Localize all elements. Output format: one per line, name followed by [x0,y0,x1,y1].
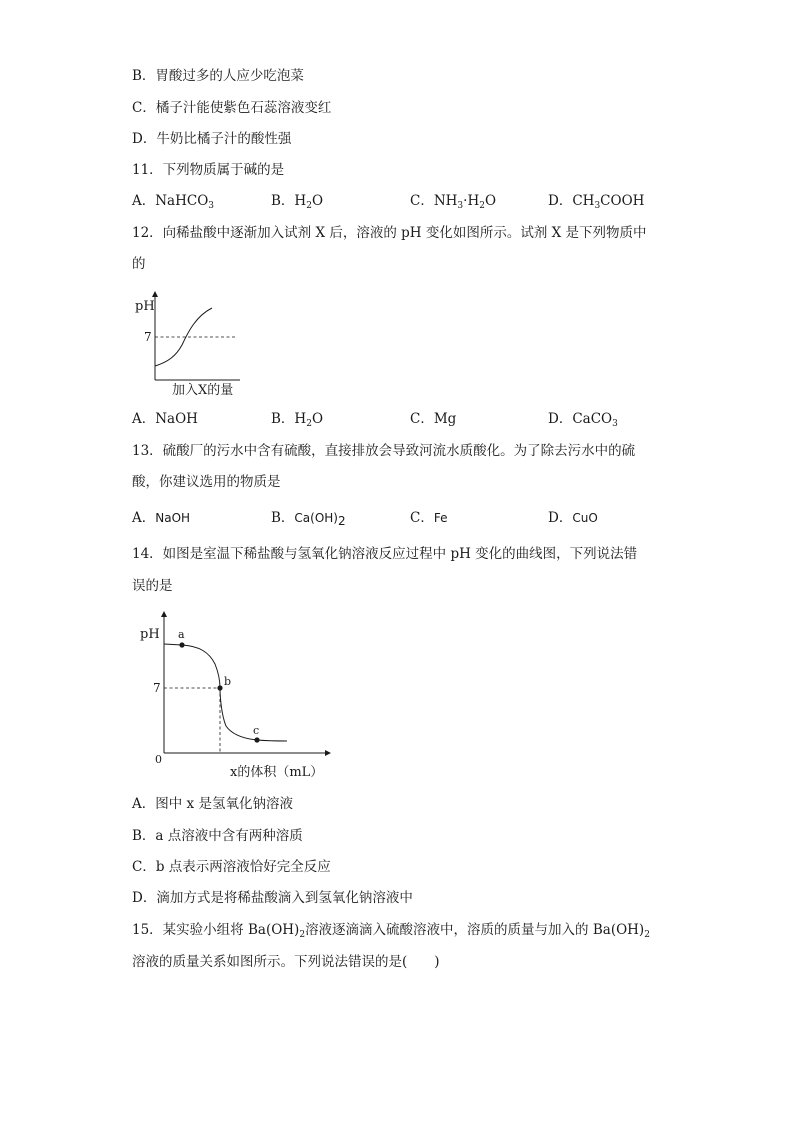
q12-stem-line2: 的 [132,256,146,272]
q10-option-c: C．橘子汁能使紫色石蕊溶液变红 [132,100,332,116]
q12-y-tick-7: 7 [144,330,152,344]
q14-point-c [254,737,259,742]
q14-x-label: x的体积（mL） [230,765,324,780]
q13-stem-line2: 酸，你建议选用的物质是 [132,474,281,490]
q14-option-b: B．a 点溶液中含有两种溶质 [132,828,303,844]
q14-ph-curve [164,644,287,741]
q13-option-d: D．CuO [548,510,598,526]
q14-point-a [179,642,184,647]
q14-point-c-label: c [253,724,260,737]
q15-stem-line2: 溶液的质量关系如图所示。下列说法错误的是( ) [132,954,440,970]
q12-option-c: C．Mg [410,411,457,427]
q13-option-a: A．NaOH [132,510,191,526]
q10-option-b: B．胃酸过多的人应少吃泡菜 [132,68,304,84]
q14-option-a: A．图中 x 是氢氧化钠溶液 [132,796,293,812]
q11-option-c: C．$NH_3\cdot H_2O$ [410,193,497,211]
q14-stem-line2: 误的是 [132,578,173,594]
q12-x-label: 加入X的量 [172,383,234,398]
q11-option-a: A．NaHCO$_3$ [132,193,215,211]
q12-y-label: pH [135,299,155,314]
q13-option-b: B．$Ca(OH)_2$ [271,510,346,528]
q14-point-a-label: a [178,628,185,641]
q12-option-d: D．CaCO$_3$ [548,411,618,429]
q12-option-b: B．$H_2O$ [271,411,324,429]
q12-stem-line1: 12．向稀盐酸中逐渐加入试剂 X 后，溶液的 pH 变化如图所示。试剂 X 是下列物质中 [132,225,647,241]
q11-option-b: B．$H_2O$ [271,193,324,211]
q14-point-b [217,685,222,690]
q13-option-c: C．Fe [410,510,448,526]
q14-option-d: D．滴加方式是将稀盐酸滴入到氢氧化钠溶液中 [132,890,413,906]
q14-y-label: pH [140,627,160,642]
q14-option-c: C．b 点表示两溶液恰好完全反应 [132,859,331,875]
q14-ph-chart [135,610,335,782]
q14-origin-label: 0 [155,753,162,766]
q11-stem: 11．下列物质属于碱的是 [132,162,285,178]
q10-option-d: D．牛奶比橘子汁的酸性强 [132,131,292,147]
q14-stem-line1: 14．如图是室温下稀盐酸与氢氧化钠溶液反应过程中 pH 变化的曲线图，下列说法错 [132,546,638,562]
q12-ph-chart [130,290,250,398]
q13-stem-line1: 13．硫酸厂的污水中含有硫酸，直接排放会导致河流水质酸化。为了除去污水中的硫 [132,443,636,459]
q12-option-a: A．NaOH [132,411,198,427]
q11-option-d: D．$CH_3COOH$ [548,193,645,211]
q15-stem-line1: 15．某实验小组将 $Ba(OH)_2$溶液逐滴滴入硫酸溶液中，溶质的质量与加入的 $Ba(OH)_2$ [132,922,650,940]
q14-y-tick-7: 7 [153,681,161,695]
q14-point-b-label: b [224,675,232,688]
